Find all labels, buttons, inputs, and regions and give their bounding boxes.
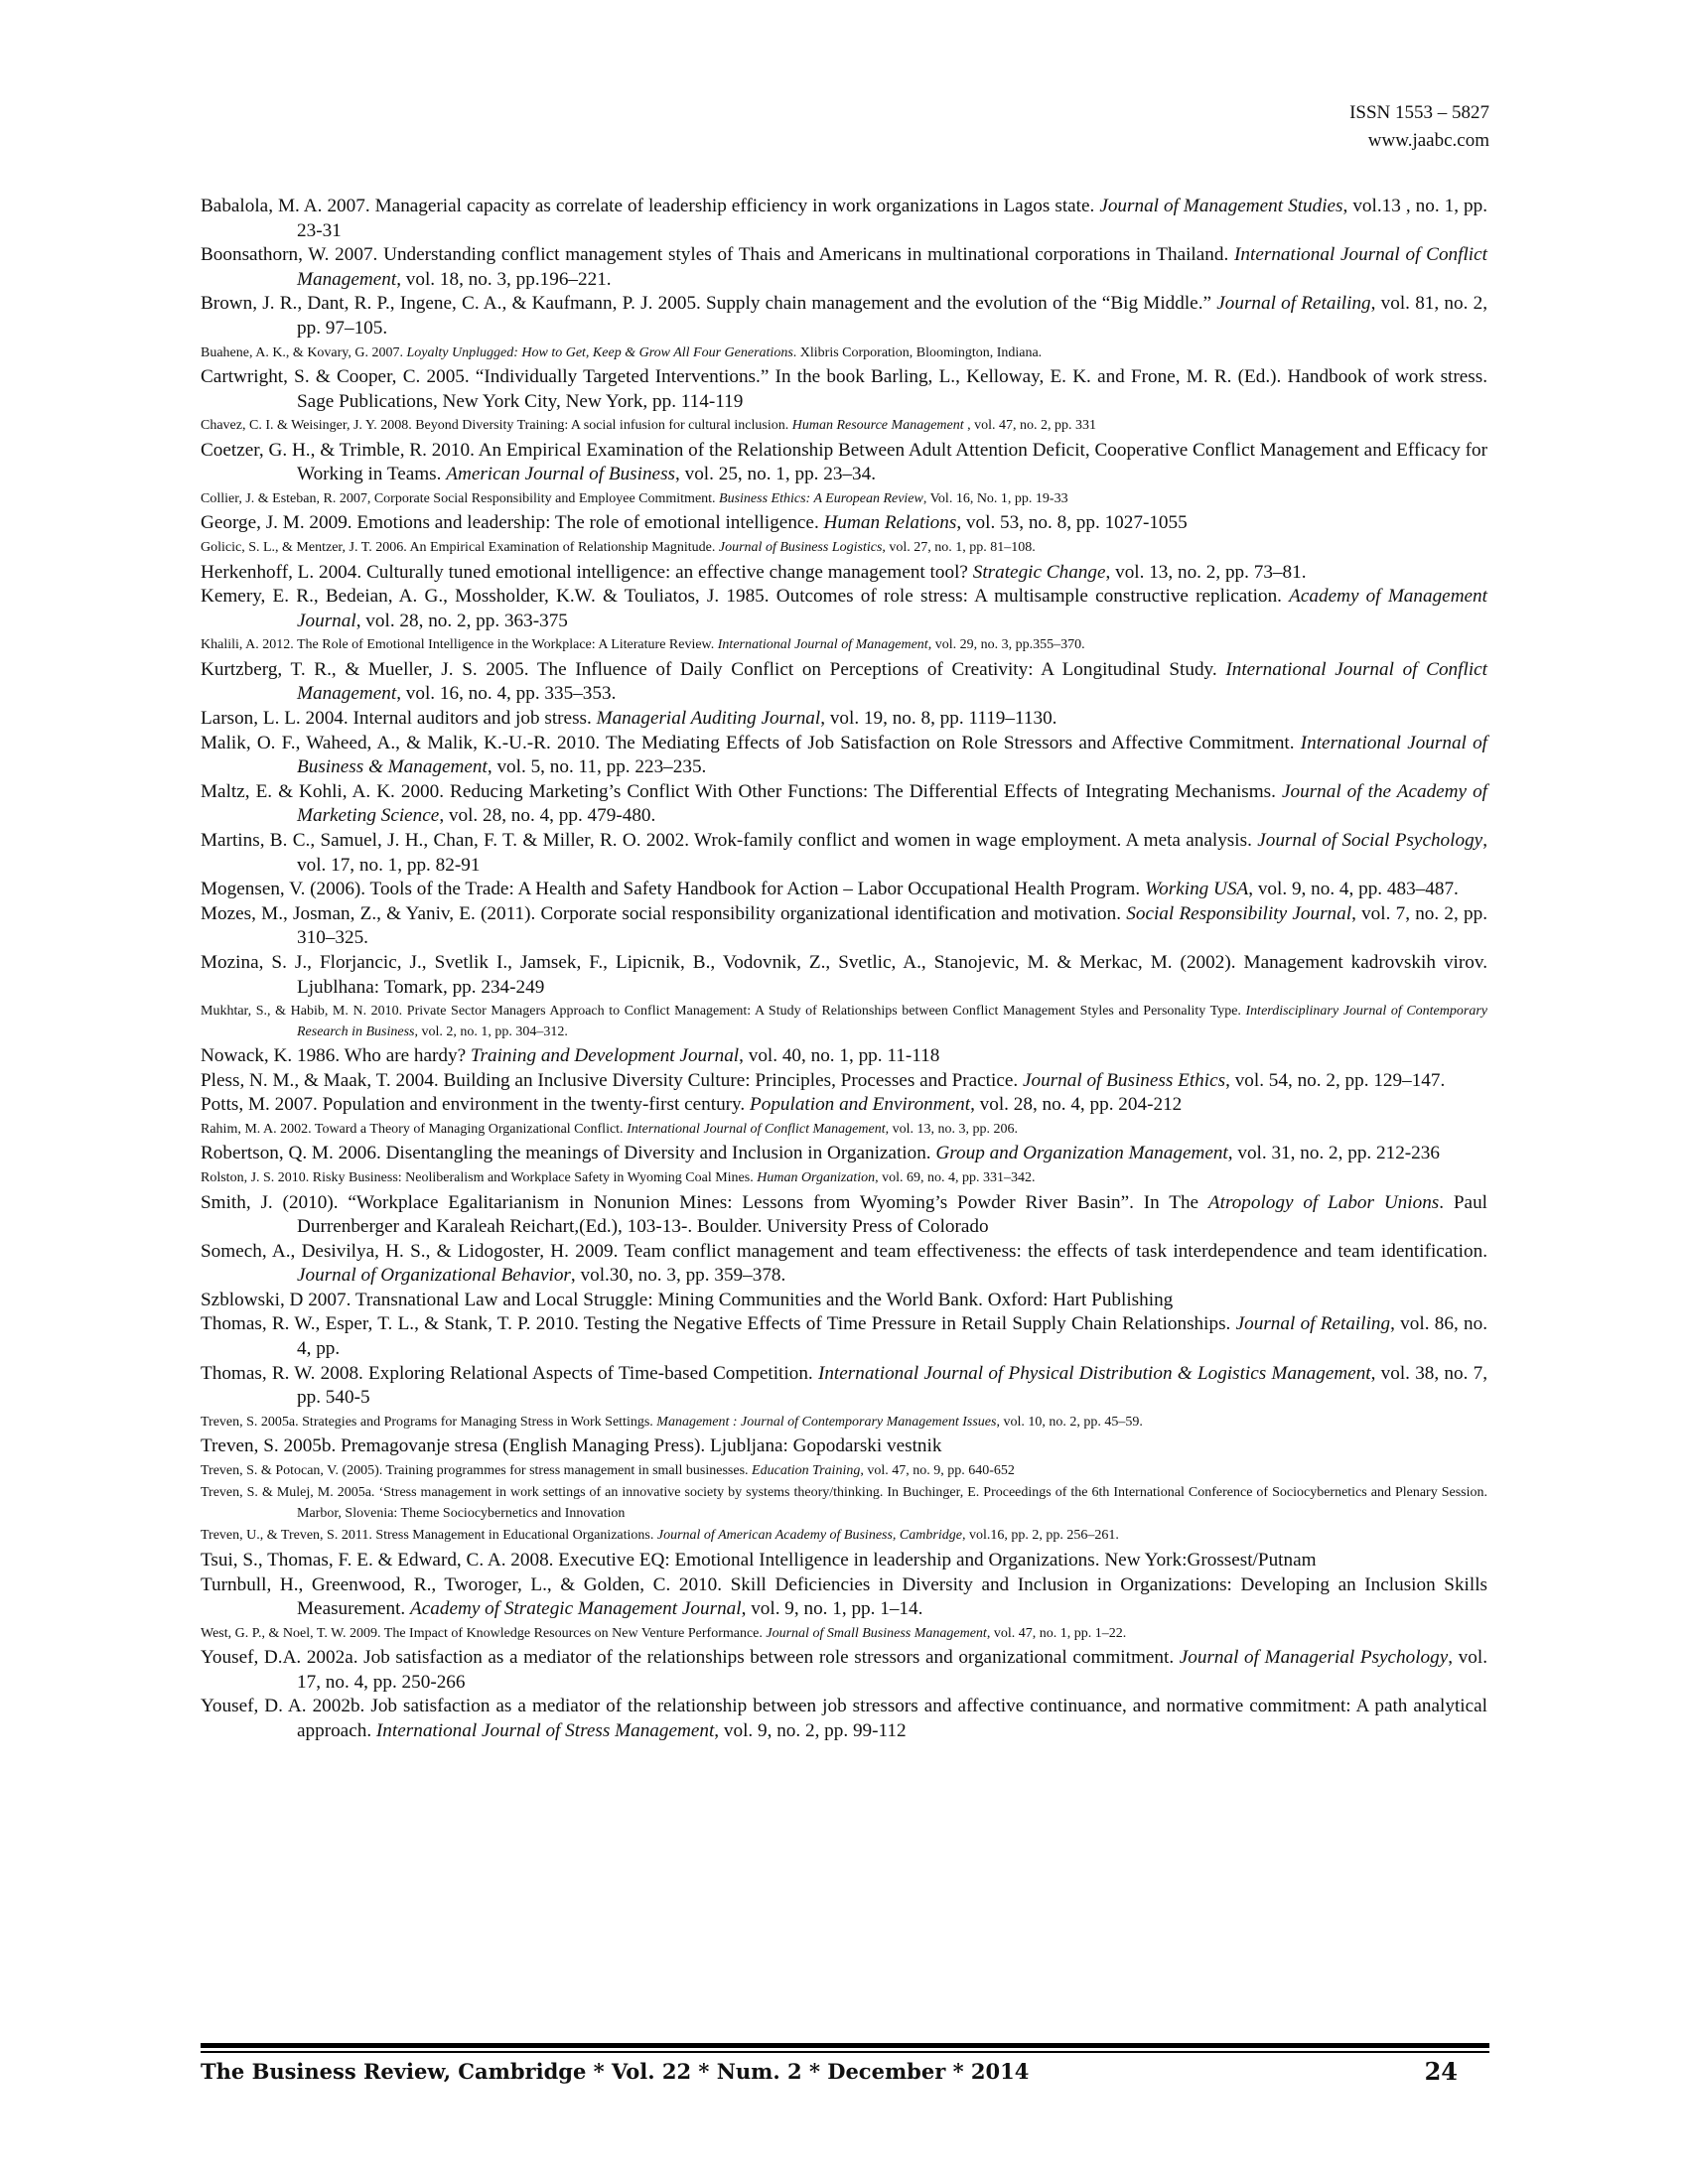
reference-text: Boonsathorn, W. 2007. Understanding conflict management styles of Thais and Americans in multinational corporations in Thailand. bbox=[201, 244, 1235, 266]
reference-journal: Social Responsibility Journal bbox=[1126, 902, 1352, 924]
reference-larson bbox=[201, 707, 1487, 732]
reference-journal: International Journal of Physical Distribution & Logistics Management bbox=[817, 1362, 1371, 1384]
reference-journal: Journal of Retailing bbox=[1216, 293, 1371, 315]
reference-journal: Population and Environment bbox=[750, 1094, 971, 1116]
reference-text: Smith, J. (2010). “Workplace Egalitarianism in Nonunion Mines: Lessons from Wyoming’s Powder River Basin”. In The bbox=[201, 1191, 1208, 1213]
reference-details: . Paul Durrenberger and Karaleah Reichart,(Ed.), 103-13-. Boulder. University Press of Colorado bbox=[297, 1191, 1487, 1238]
reference-details: , vol. 47, no. 1, pp. 1–22. bbox=[986, 1625, 1127, 1641]
reference-details: , vol. 69, no. 4, pp. 331–342. bbox=[875, 1170, 1036, 1185]
reference-details: , vol. 54, no. 2, pp. 129–147. bbox=[1225, 1069, 1446, 1091]
reference-treven-2005a bbox=[201, 1413, 1487, 1433]
reference-martins bbox=[201, 829, 1487, 878]
reference-journal: Journal of American Academy of Business, Cambridge bbox=[656, 1528, 962, 1544]
reference-journal: Journal of Business Logistics bbox=[718, 540, 883, 556]
reference-text: Tsui, S., Thomas, F. E. & Edward, C. A. 2008. Executive EQ: Emotional Intelligence in leadership and Organizations. New York:Grossest/Putnam bbox=[201, 1549, 1317, 1570]
reference-details: , vol. 19, no. 8, pp. 1119–1130. bbox=[820, 708, 1057, 729]
reference-details: , vol. 9, no. 4, pp. 483–487. bbox=[1248, 879, 1459, 900]
reference-journal: Academy of Strategic Management Journal bbox=[410, 1598, 742, 1620]
footer-rule-thin bbox=[201, 2051, 1489, 2053]
reference-details: , vol. 40, no. 1, pp. 11-118 bbox=[739, 1045, 940, 1067]
reference-details: , vol. 28, no. 4, pp. 204-212 bbox=[970, 1094, 1183, 1116]
reference-maltz bbox=[201, 780, 1487, 829]
reference-journal: Working USA bbox=[1144, 879, 1249, 900]
reference-collier bbox=[201, 489, 1487, 510]
reference-journal: Journal of Business Ethics bbox=[1022, 1069, 1226, 1091]
reference-west bbox=[201, 1624, 1487, 1645]
reference-details: , vol. 7, no. 2, pp. 310–325. bbox=[297, 902, 1487, 949]
reference-text: Martins, B. C., Samuel, J. H., Chan, F. T. & Miller, R. O. 2002. Wrok-family conflict and women in wage employment. A meta analysis. bbox=[201, 829, 1258, 851]
reference-kurtzberg bbox=[201, 658, 1487, 707]
reference-malik bbox=[201, 732, 1487, 780]
reference-journal: Journal of Organizational Behavior bbox=[297, 1265, 571, 1287]
reference-potts bbox=[201, 1093, 1487, 1118]
reference-babalola bbox=[201, 195, 1487, 243]
reference-details: , vol. 5, no. 11, pp. 223–235. bbox=[487, 756, 707, 778]
reference-journal: Journal of Managerial Psychology bbox=[1179, 1647, 1449, 1669]
reference-golicic bbox=[201, 538, 1487, 559]
reference-mozes bbox=[201, 902, 1487, 951]
reference-journal: International Journal of Conflict Management bbox=[297, 244, 1487, 290]
reference-details: , vol. 17, no. 1, pp. 82-91 bbox=[297, 829, 1487, 876]
reference-details: , vol. 53, no. 8, pp. 1027-1055 bbox=[956, 512, 1188, 534]
reference-journal: Management : Journal of Contemporary Management Issues bbox=[656, 1414, 997, 1430]
reference-text: Larson, L. L. 2004. Internal auditors and job stress. bbox=[201, 708, 597, 729]
reference-details: , vol. 13, no. 2, pp. 73–81. bbox=[1105, 561, 1307, 583]
reference-details: , vol. 29, no. 3, pp.355–370. bbox=[927, 637, 1085, 653]
reference-mozina bbox=[201, 951, 1487, 1000]
reference-treven-potocan bbox=[201, 1461, 1487, 1482]
reference-journal: International Journal of Management bbox=[717, 637, 928, 653]
reference-details: , vol. 27, no. 1, pp. 81–108. bbox=[882, 540, 1036, 556]
page-footer bbox=[201, 2059, 1489, 2093]
reference-text: Treven, S. & Potocan, V. (2005). Training programmes for stress management in small businesses. bbox=[201, 1462, 753, 1478]
reference-yousef-2002b bbox=[201, 1695, 1487, 1743]
reference-text: West, G. P., & Noel, T. W. 2009. The Impact of Knowledge Resources on New Venture Performance. bbox=[201, 1625, 767, 1641]
reference-details: , vol. 18, no. 3, pp.196–221. bbox=[396, 268, 612, 290]
reference-thomas-2008 bbox=[201, 1362, 1487, 1411]
footer-journal-line: The Business Review, Cambridge * Vol. 22 * Num. 2 * December * 2014 bbox=[201, 2059, 1030, 2084]
reference-details: , vol. 28, no. 2, pp. 363-375 bbox=[355, 610, 568, 631]
reference-text: Babalola, M. A. 2007. Managerial capacity as correlate of leadership efficiency in work organizations in Lagos state. bbox=[201, 196, 1100, 216]
reference-journal: Academy of Management Journal bbox=[297, 586, 1487, 631]
reference-text: Collier, J. & Esteban, R. 2007, Corporate Social Responsibility and Employee Commitment. bbox=[201, 490, 720, 506]
reference-journal: International Journal of Business & Management bbox=[297, 732, 1487, 778]
reference-text: Thomas, R. W., Esper, T. L., & Stank, T. P. 2010. Testing the Negative Effects of Time Pressure in Retail Supply Chain Relationships. bbox=[201, 1313, 1236, 1335]
reference-journal: Journal of Small Business Management bbox=[766, 1625, 987, 1641]
reference-text: Herkenhoff, L. 2004. Culturally tuned emotional intelligence: an effective change management tool? bbox=[201, 561, 973, 583]
reference-details: , vol. 13, no. 3, pp. 206. bbox=[885, 1121, 1018, 1137]
reference-journal: Journal of Management Studies bbox=[1099, 196, 1343, 216]
reference-details: , vol. 10, no. 2, pp. 45–59. bbox=[996, 1414, 1143, 1430]
reference-khalili bbox=[201, 635, 1487, 656]
reference-journal: Loyalty Unplugged: How to Get, Keep & Grow All Four Generations bbox=[406, 344, 793, 360]
reference-journal: Human Resource Management bbox=[791, 418, 964, 434]
reference-journal: American Journal of Business bbox=[446, 464, 676, 485]
reference-text: Mozes, M., Josman, Z., & Yaniv, E. (2011). Corporate social responsibility organizational identification and motivation. bbox=[201, 902, 1127, 924]
reference-text: Mozina, S. J., Florjancic, J., Svetlik I., Jamsek, F., Lipicnik, B., Vodovnik, Z., Svetlic, A., Stanojevic, M. & Merkac, M. (2002). Management kadrovskih virov. Ljublhana: Tomark, pp. 234-249 bbox=[201, 951, 1487, 998]
reference-journal: Business Ethics: A European Review bbox=[719, 490, 923, 506]
reference-robertson bbox=[201, 1142, 1487, 1166]
reference-text: George, J. M. 2009. Emotions and leadership: The role of emotional intelligence. bbox=[201, 512, 824, 534]
reference-text: Pless, N. M., & Maak, T. 2004. Building an Inclusive Diversity Culture: Principles, Processes and Practice. bbox=[201, 1069, 1023, 1091]
reference-text: Thomas, R. W. 2008. Exploring Relational Aspects of Time-based Competition. bbox=[201, 1362, 818, 1384]
reference-details: . Xlibris Corporation, Bloomington, Indiana. bbox=[792, 344, 1043, 360]
reference-details: , vol. 9, no. 1, pp. 1–14. bbox=[741, 1598, 923, 1620]
reference-details: , vol. 81, no. 2, pp. 97–105. bbox=[297, 293, 1487, 339]
reference-details: , Vol. 16, No. 1, pp. 19-33 bbox=[922, 490, 1068, 506]
reference-text: Szblowski, D 2007. Transnational Law and Local Struggle: Mining Communities and the World Bank. Oxford: Hart Publishing bbox=[201, 1289, 1174, 1310]
reference-journal: Education Training bbox=[752, 1462, 861, 1478]
reference-yousef-2002a bbox=[201, 1646, 1487, 1695]
reference-herkenhoff bbox=[201, 561, 1487, 586]
reference-journal: Strategic Change bbox=[972, 561, 1106, 583]
reference-rolston bbox=[201, 1168, 1487, 1189]
reference-details: vol. 31, no. 2, pp. 212-236 bbox=[1232, 1143, 1440, 1164]
reference-text: Cartwright, S. & Cooper, C. 2005. “Individually Targeted Interventions.” In the book Barling, L., Kelloway, E. K. and Frone, M. R. (Ed.). Handbook of work stress. Sage Publications, New York City, New York, pp. 114-119 bbox=[201, 366, 1487, 412]
reference-details: , vol. 16, no. 4, pp. 335–353. bbox=[396, 683, 617, 705]
reference-journal: Journal of the Academy of Marketing Science bbox=[297, 780, 1487, 827]
reference-brown bbox=[201, 292, 1487, 341]
reference-text: Rolston, J. S. 2010. Risky Business: Neoliberalism and Workplace Safety in Wyoming Coal Mines. bbox=[201, 1170, 758, 1185]
reference-tsui bbox=[201, 1549, 1487, 1573]
reference-szblowski bbox=[201, 1289, 1487, 1313]
reference-text: Golicic, S. L., & Mentzer, J. T. 2006. An Empirical Examination of Relationship Magnitude. bbox=[201, 540, 719, 556]
reference-buahene bbox=[201, 343, 1487, 364]
reference-text: Coetzer, G. H., & Trimble, R. 2010. An Empirical Examination of the Relationship Between Adult Attention Deficit, Cooperative Conflict Management and Efficacy for Working in Teams. bbox=[201, 439, 1487, 485]
reference-thomas-2010 bbox=[201, 1312, 1487, 1361]
reference-text: Treven, S. 2005b. Premagovanje stresa (English Managing Press). Ljubljana: Gopodarski vestnik bbox=[201, 1435, 942, 1457]
reference-journal: Group and Organization Management, bbox=[935, 1143, 1233, 1164]
reference-details: , vol. 28, no. 4, pp. 479-480. bbox=[439, 805, 656, 827]
reference-details: , vol. 47, no. 2, pp. 331 bbox=[963, 418, 1097, 434]
reference-somech bbox=[201, 1240, 1487, 1289]
reference-text: Buahene, A. K., & Kovary, G. 2007. bbox=[201, 344, 407, 360]
reference-text: Rahim, M. A. 2002. Toward a Theory of Managing Organizational Conflict. bbox=[201, 1121, 628, 1137]
reference-journal: Interdisciplinary Journal of Contemporary Research in Business bbox=[297, 1004, 1487, 1039]
reference-journal: International Journal of Conflict Management bbox=[627, 1121, 886, 1137]
reference-text: Kemery, E. R., Bedeian, A. G., Mossholder, K.W. & Touliatos, J. 1985. Outcomes of role stress: A multisample constructive replication. bbox=[201, 586, 1290, 608]
reference-details: , vol. 9, no. 2, pp. 99-112 bbox=[714, 1720, 907, 1741]
page-number: 24 bbox=[1424, 2057, 1458, 2086]
reference-smith bbox=[201, 1191, 1487, 1240]
reference-turnbull bbox=[201, 1573, 1487, 1622]
reference-list bbox=[201, 195, 1487, 1744]
reference-mogensen bbox=[201, 878, 1487, 902]
reference-mukhtar bbox=[201, 1002, 1487, 1042]
journal-header bbox=[1349, 99, 1489, 155]
reference-journal: Journal of Retailing bbox=[1235, 1313, 1391, 1335]
reference-treven-2005b bbox=[201, 1434, 1487, 1459]
reference-journal: International Journal of Stress Management bbox=[375, 1720, 715, 1741]
reference-journal: Journal of Social Psychology bbox=[1257, 829, 1483, 851]
reference-details: , vol. 17, no. 4, pp. 250-266 bbox=[297, 1647, 1487, 1693]
reference-details: , vol. 2, no. 1, pp. 304–312. bbox=[414, 1024, 568, 1039]
reference-kemery bbox=[201, 585, 1487, 633]
reference-details: , vol. 86, no. 4, pp. bbox=[297, 1313, 1487, 1360]
reference-text: Malik, O. F., Waheed, A., & Malik, K.-U.-R. 2010. The Mediating Effects of Job Satisfaction on Role Stressors and Affective Commitment. bbox=[201, 732, 1301, 753]
reference-cartwright bbox=[201, 365, 1487, 414]
reference-details: , vol.30, no. 3, pp. 359–378. bbox=[570, 1265, 786, 1287]
reference-text: Khalili, A. 2012. The Role of Emotional Intelligence in the Workplace: A Literature Review. bbox=[201, 637, 718, 653]
reference-text: Yousef, D. A. 2002b. Job satisfaction as a mediator of the relationship between job stressors and affective continuance, and normative commitment: A path analytical approach. bbox=[201, 1696, 1487, 1741]
reference-journal: Human Relations bbox=[823, 512, 957, 534]
reference-boonsathorn bbox=[201, 243, 1487, 292]
reference-chavez bbox=[201, 416, 1487, 437]
reference-text: Turnbull, H., Greenwood, R., Tworoger, L., & Golden, C. 2010. Skill Deficiencies in Diversity and Inclusion in Organizations: Developing an Inclusion Skills Measurement. bbox=[201, 1573, 1487, 1620]
reference-text: Treven, S. 2005a. Strategies and Programs for Managing Stress in Work Settings. bbox=[201, 1414, 657, 1430]
reference-text: Robertson, Q. M. 2006. Disentangling the meanings of Diversity and Inclusion in Organization. bbox=[201, 1143, 936, 1164]
reference-details: , vol.16, pp. 2, pp. 256–261. bbox=[961, 1528, 1119, 1544]
reference-journal: Managerial Auditing Journal bbox=[596, 708, 821, 729]
reference-treven-mulej bbox=[201, 1483, 1487, 1524]
reference-treven-u bbox=[201, 1526, 1487, 1547]
reference-details: , vol. 38, no. 7, pp. 540-5 bbox=[297, 1362, 1487, 1409]
reference-text: Mukhtar, S., & Habib, M. N. 2010. Private Sector Managers Approach to Conflict Management: A Study of Relationships between Conflict Management Styles and Personality Type. bbox=[201, 1004, 1246, 1020]
reference-text: Yousef, D.A. 2002a. Job satisfaction as a mediator of the relationships between role stressors and organizational commitment. bbox=[201, 1647, 1180, 1669]
reference-text: Mogensen, V. (2006). Tools of the Trade: A Health and Safety Handbook for Action – Labor Occupational Health Program. bbox=[201, 879, 1145, 900]
reference-journal: Training and Development Journal bbox=[470, 1045, 740, 1067]
reference-text: Maltz, E. & Kohli, A. K. 2000. Reducing Marketing’s Conflict With Other Functions: The Differential Effects of Integrating Mechanisms. bbox=[201, 780, 1282, 802]
reference-text: Brown, J. R., Dant, R. P., Ingene, C. A., & Kaufmann, P. J. 2005. Supply chain management and the evolution of the “Big Middle.” bbox=[201, 293, 1217, 315]
issn-number: ISSN 1553 – 5827 bbox=[1349, 102, 1489, 123]
reference-details: , vol. 47, no. 9, pp. 640-652 bbox=[860, 1462, 1015, 1478]
reference-text: Somech, A., Desivilya, H. S., & Lidogoster, H. 2009. Team conflict management and team effectiveness: the effects of task interdependence and team identification. bbox=[201, 1240, 1487, 1262]
reference-rahim bbox=[201, 1120, 1487, 1141]
reference-text: Treven, S. & Mulej, M. 2005a. ‘Stress management in work settings of an innovative society by systems theory/thinking. In Buchinger, E. Proceedings of the 6th International Conference of Sociocybernetics and Plenary Session. Marbor, Slovenia: Theme Sociocybernetics and Innovation bbox=[201, 1485, 1487, 1521]
reference-text: Kurtzberg, T. R., & Mueller, J. S. 2005. The Influence of Daily Conflict on Perceptions of Creativity: A Longitudinal Study. bbox=[201, 658, 1226, 680]
reference-text: Treven, U., & Treven, S. 2011. Stress Management in Educational Organizations. bbox=[201, 1528, 657, 1544]
footer-rule-thick bbox=[201, 2043, 1489, 2048]
reference-george bbox=[201, 511, 1487, 536]
reference-journal: Human Organization bbox=[757, 1170, 876, 1185]
reference-text: Potts, M. 2007. Population and environment in the twenty-first century. bbox=[201, 1094, 750, 1116]
reference-coetzer bbox=[201, 439, 1487, 487]
reference-text: Nowack, K. 1986. Who are hardy? bbox=[201, 1045, 471, 1067]
reference-pless bbox=[201, 1069, 1487, 1094]
reference-text: Chavez, C. I. & Weisinger, J. Y. 2008. Beyond Diversity Training: A social infusion for cultural inclusion. bbox=[201, 418, 792, 434]
reference-journal: Atropology of Labor Unions bbox=[1207, 1191, 1440, 1213]
website-url: www.jaabc.com bbox=[1367, 130, 1489, 151]
reference-nowack bbox=[201, 1044, 1487, 1069]
reference-journal: International Journal of Conflict Management bbox=[297, 658, 1487, 705]
reference-details: , vol.13 , no. 1, pp. 23-31 bbox=[297, 196, 1487, 241]
reference-details: , vol. 25, no. 1, pp. 23–34. bbox=[675, 464, 877, 485]
